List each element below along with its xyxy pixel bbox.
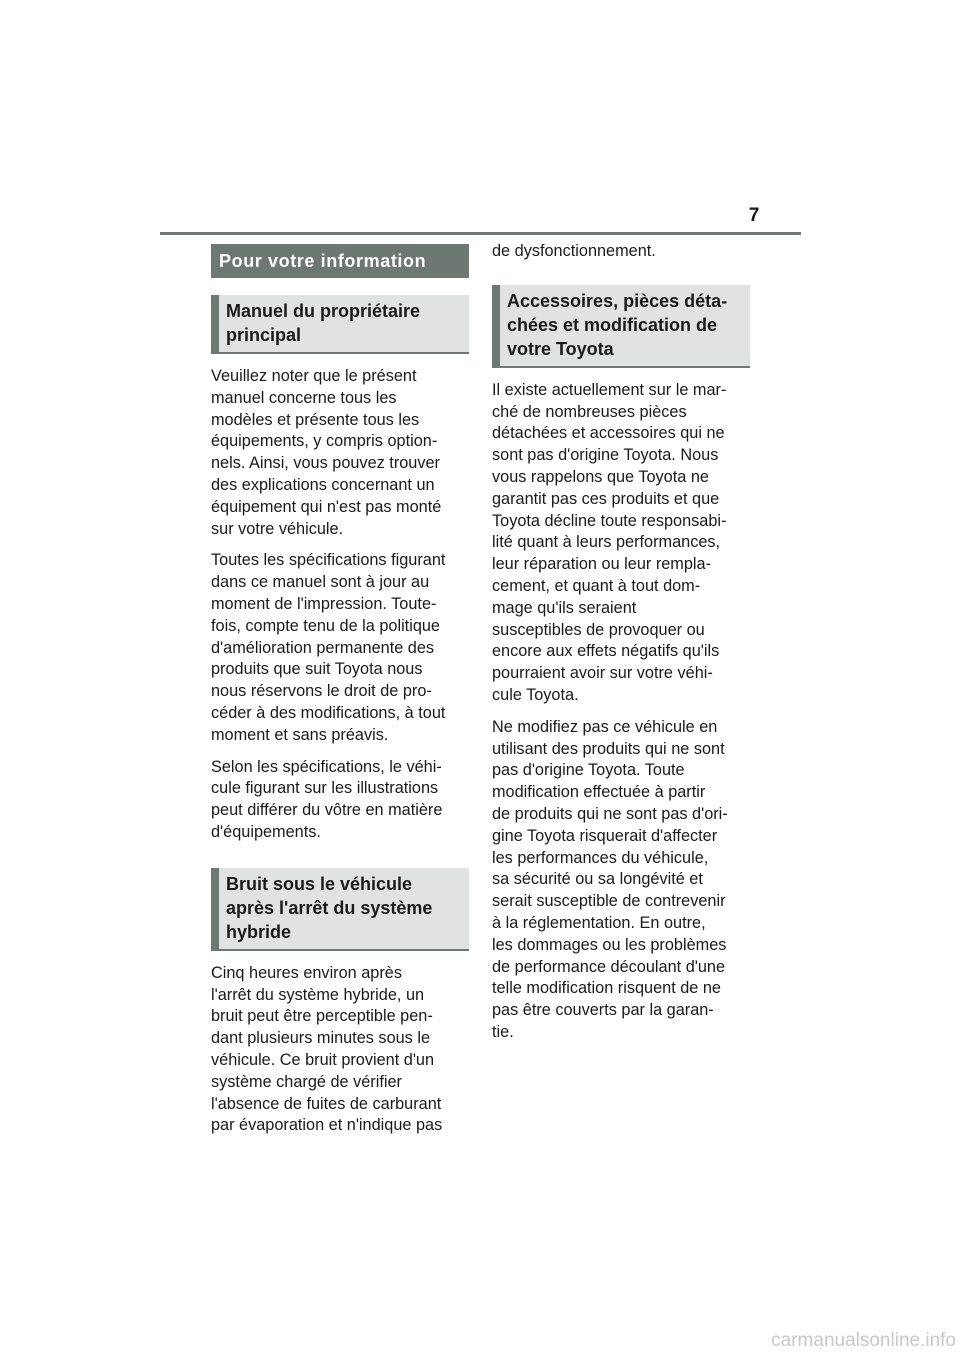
paragraph-manuel-1: Veuillez noter que le présent manuel concerne tous les modèles et présente tous les équipements, y compris option- nels. Ainsi, vous pouvez trouver des explications concernant un équipement qui n'est pas monté sur votre véhicule. xyxy=(211,367,442,538)
paragraph-bruit-continued: de dysfonctionnement. xyxy=(492,242,656,260)
header-rule xyxy=(160,232,801,235)
left-column xyxy=(211,244,469,1147)
paragraph-manuel-2: Toutes les spécifications figurant dans ce manuel sont à jour au moment de l'impression. Toute- fois, compte tenu de la politique d'amélioration permanente des produits que suit Toyota nous nous réservons le droit de pro- céder à des modifications, à tout moment et sans préavis. xyxy=(211,551,446,744)
subheading-manuel-text: Manuel du propriétaire principal xyxy=(226,301,421,345)
page-number: 7 xyxy=(748,205,760,226)
subheading-accessoires-text: Accessoires, pièces déta- chées et modification de votre Toyota xyxy=(507,290,728,359)
subheading-manuel xyxy=(211,295,469,354)
subheading-bruit xyxy=(211,868,469,951)
paragraph-bruit: Cinq heures environ après l'arrêt du système hybride, un bruit peut être perceptible pen- dant plusieurs minutes sous le véhicule. Ce bruit provient d'un système chargé de vérifier l'absence de fuites de carburant par évaporation et n'indique pas xyxy=(211,963,443,1135)
section-banner: Pour votre information xyxy=(211,244,469,278)
paragraph-accessoires-1: Il existe actuellement sur le mar- ché de nombreuses pièces détachées et accessoires qui ne sont pas d'origine Toyota. Nous vous rappelons que Toyota ne garantit pas ces produits et que Toyota décline toute responsabi- lité quant à leurs performances, leur réparation ou leur rempla- cement, et quant à tout dom- mage qu'ils seraient susceptibles de provoquer ou encore aux effets négatifs qu'ils pourraient avoir sur votre véhi- cule Toyota. xyxy=(492,380,727,704)
paragraph-manuel-3: Selon les spécifications, le véhi- cule figurant sur les illustrations peut différer du vôtre en matière d'équipements. xyxy=(211,757,443,841)
subheading-bruit-text: Bruit sous le véhicule après l'arrêt du système hybride xyxy=(226,873,433,942)
paragraph-accessoires-2: Ne modifiez pas ce véhicule en utilisant des produits qui ne sont pas d'origine Toyota. Toute modification effectuée à partir de produits qui ne sont pas d'ori- gine Toyota risquerait d'affecter les performances du véhicule, sa sécurité ou sa longévité et serait susceptible de contrevenir à la réglementation. En outre, les dommages ou les problèmes de performance découlant d'une telle modification risquent de ne pas être couverts par la garan- tie. xyxy=(492,717,728,1041)
right-column xyxy=(492,244,750,1054)
watermark: carmanualsonline.info xyxy=(771,1330,956,1351)
subheading-accessoires xyxy=(492,285,750,368)
